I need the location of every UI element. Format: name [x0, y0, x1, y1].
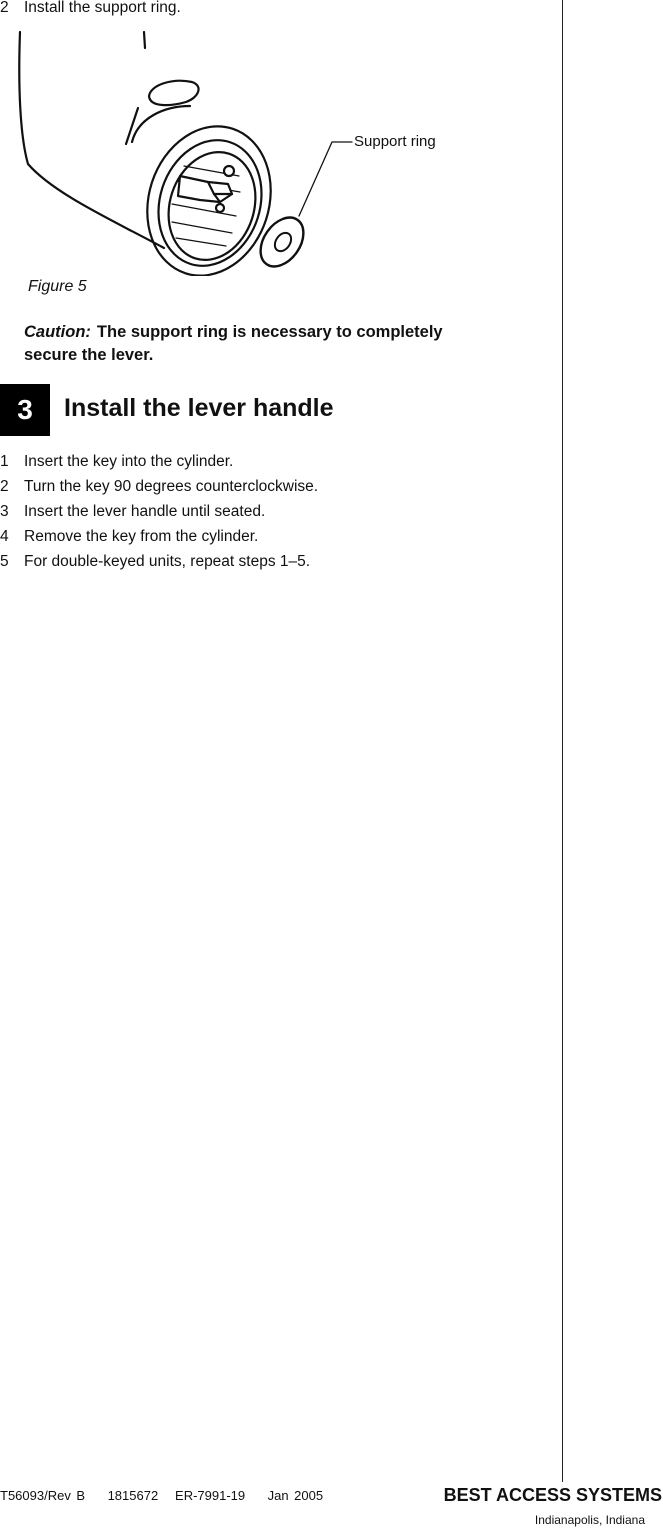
support-ring-illustration: [14, 26, 454, 276]
footer-doc-info: [0, 1488, 323, 1503]
footer-er-number: ER-7991-19: [175, 1488, 246, 1503]
caution-note: [24, 321, 494, 367]
step-number: 4: [0, 528, 9, 545]
step-text: Insert the key into the cylinder.: [24, 453, 234, 470]
list-item: [0, 502, 265, 522]
step-text: Remove the key from the cylinder.: [24, 528, 259, 545]
step-number: 5: [0, 553, 9, 570]
list-item: [0, 452, 233, 472]
step-text: Install the support ring.: [24, 0, 181, 16]
list-item: [0, 477, 318, 497]
step-number: 2: [0, 478, 9, 495]
step-number: 1: [0, 453, 9, 470]
footer-brand: BEST ACCESS SYSTEMS: [443, 1485, 662, 1505]
list-item: [0, 527, 258, 547]
support-ring-callout: Support ring: [354, 133, 436, 150]
section-title: Install the lever handle: [64, 394, 334, 422]
figure-caption: Figure 5: [28, 278, 87, 295]
step-text: Turn the key 90 degrees counterclockwise.: [24, 478, 319, 495]
list-item: [0, 552, 310, 572]
section-number-badge: 3: [0, 384, 50, 436]
footer-date: Jan 2005: [267, 1488, 324, 1503]
margin-rule: [562, 0, 563, 1482]
step-text: Insert the lever handle until seated.: [24, 503, 266, 520]
step-text: For double-keyed units, repeat steps 1–5.: [24, 553, 311, 570]
footer-location: Indianapolis, Indiana: [534, 1513, 645, 1527]
step-number: 3: [0, 503, 9, 520]
footer-doc-id: T56093/Rev B: [0, 1488, 86, 1503]
caution-text: The support ring is necessary to completely secure the lever.: [24, 323, 443, 364]
step-number: 2: [0, 0, 9, 16]
caution-label: Caution:: [24, 323, 91, 341]
footer-part-number: 1815672: [107, 1488, 159, 1503]
step-install-support-ring: [0, 0, 181, 18]
